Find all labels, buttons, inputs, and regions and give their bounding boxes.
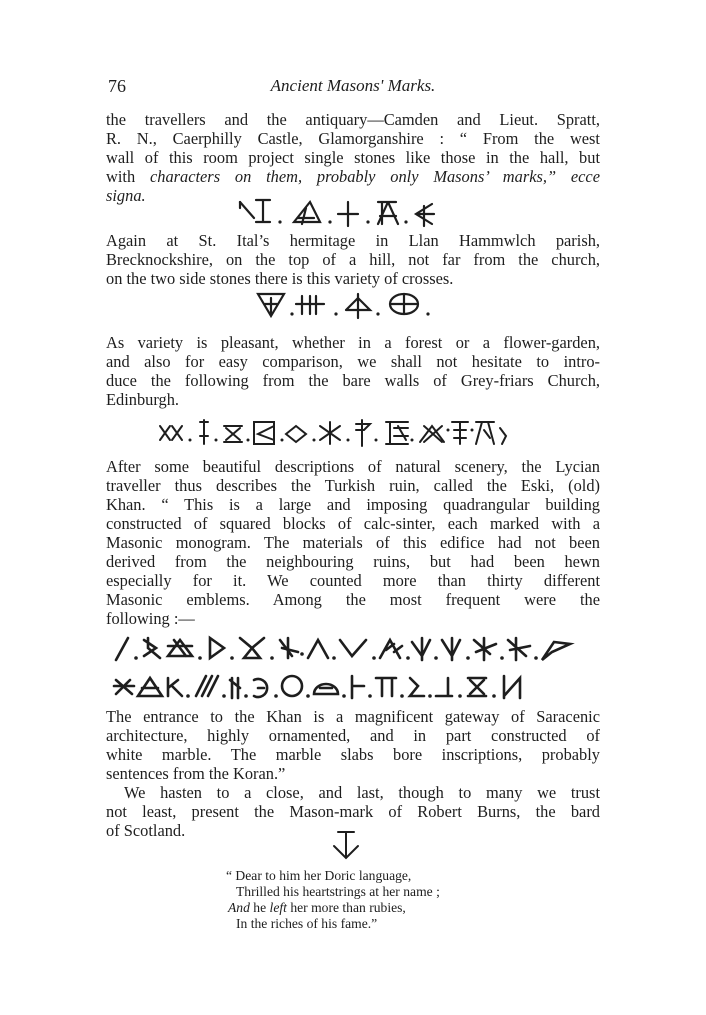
poem-quotation [226,868,526,932]
page-header [108,76,598,100]
text-line: After some beautiful descriptions of natural scenery, the Lycian [106,457,600,476]
mason-marks-caerphilly [236,196,496,230]
masonic-emblems-row-2-icon [112,668,600,704]
text-line: Brecknockshire, on the top of a hill, not far from the church, [106,250,600,269]
crosses-st-ital [256,290,476,320]
robert-burns-mason-mark [330,828,362,867]
text-line: wall of this room project single stones like those in the hall, but [106,148,600,167]
paragraph-gateway [106,707,600,783]
text-line: Again at St. Ital’s hermitage in Llan Hammwlch parish, [106,231,600,250]
masonic-emblems-line-1 [112,630,602,666]
page-number: 76 [108,76,126,96]
poem-line: Thrilled his heartstrings at her name ; [236,884,440,899]
text-line: on the two side stones there is this variety of crosses. [106,269,454,288]
burns-mark-icon [330,828,362,862]
text-line: following :— [106,609,195,628]
text-line: especially for it. We counted more than thirty different [106,571,600,590]
text-line: Edinburgh. [106,390,179,409]
poem-line: “ Dear to him her Doric language, [226,868,412,883]
mason-marks-row-1-icon [236,196,486,230]
text-line: Khan. “ This is a large and imposing quadrangular building [106,495,600,514]
text-line: of Scotland. [106,821,186,840]
text-line: constructed of squared blocks of calc-sinter, each marked with a [106,514,600,533]
text-line: As variety is pleasant, whether in a forest or a flower-garden, [106,333,600,352]
text-line: duce the following from the bare walls of Grey-friars Church, [106,371,600,390]
text-line: not least, present the Mason-mark of Robert Burns, the bard [106,802,600,821]
italic-word: left [269,900,287,915]
running-title: Ancient Masons' Marks. [270,76,436,95]
text-line: R. N., Caerphilly Castle, Glamorganshire : “ From the west [106,129,600,148]
text-segment: with [106,167,150,186]
paragraph-caerphilly [106,110,600,205]
mason-marks-row-3-icon [158,414,598,450]
mason-marks-grey-friars [158,414,608,450]
paragraph-grey-friars [106,333,600,409]
italic-word: And [228,900,250,915]
text-line: sentences from the Koran.” [106,764,286,783]
masonic-emblems-line-2 [112,668,602,704]
text-line: Masonic monogram. The materials of this edifice had not been [106,533,600,552]
paragraph-st-ital [106,231,600,288]
text-line: traveller thus describes the Turkish ruin, called the Eski, (old) [106,476,600,495]
paragraph-eski-khan [106,457,600,628]
text-line [106,167,600,186]
text-line: The entrance to the Khan is a magnificent gateway of Saracenic [106,707,600,726]
poem-line: In the riches of his fame.” [236,916,378,931]
masonic-emblems-row-1-icon [112,630,600,666]
poem-line: And he left her more than rubies, [228,900,406,915]
crosses-row-icon [256,290,456,320]
text-line: Masonic emblems. Among the most frequent were the [106,590,600,609]
italic-word: signa. [106,186,146,205]
text-line: We hasten to a close, and last, though to many we trust [124,783,600,802]
text-line: and also for easy comparison, we shall not hesitate to intro- [106,352,600,371]
text-line: white marble. The marble slabs bore inscriptions, probably [106,745,600,764]
text-line: the travellers and the antiquary—Camden and Lieut. Spratt, [106,110,600,129]
text-line: architecture, highly ornamented, and in part constructed of [106,726,600,745]
italic-segment: characters on them, probably only Masons’ marks,” ecce [149,167,600,186]
text-line: derived from the neighbouring ruins, but had been hewn [106,552,600,571]
